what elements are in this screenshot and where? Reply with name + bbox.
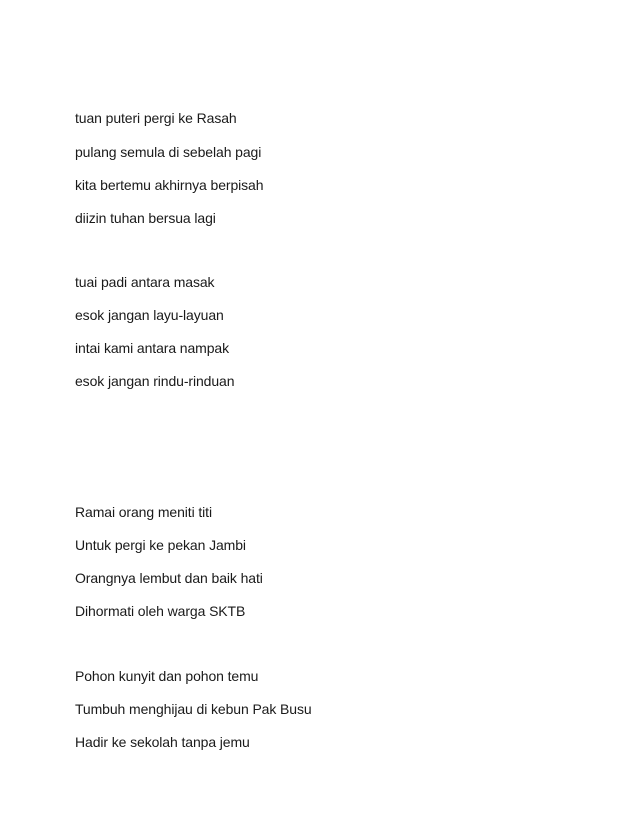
poem-line: Pohon kunyit dan pohon temu xyxy=(75,668,259,684)
poem-line: Ramai orang meniti titi xyxy=(75,504,212,520)
poem-line: Tumbuh menghijau di kebun Pak Busu xyxy=(75,701,312,717)
poem-line: pulang semula di sebelah pagi xyxy=(75,144,262,160)
poem-line: tuan puteri pergi ke Rasah xyxy=(75,110,237,126)
poem-line: kita bertemu akhirnya berpisah xyxy=(75,177,264,193)
poem-line: tuai padi antara masak xyxy=(75,274,215,290)
poem-line: Dihormati oleh warga SKTB xyxy=(75,603,246,619)
poem-line: esok jangan layu-layuan xyxy=(75,307,224,323)
poem-line: diizin tuhan bersua lagi xyxy=(75,210,216,226)
poem-line: Untuk pergi ke pekan Jambi xyxy=(75,537,246,553)
poem-line: Hadir ke sekolah tanpa jemu xyxy=(75,734,250,750)
poem-line: esok jangan rindu-rinduan xyxy=(75,373,235,389)
poem-line: Orangnya lembut dan baik hati xyxy=(75,570,263,586)
poem-line: intai kami antara nampak xyxy=(75,340,230,356)
